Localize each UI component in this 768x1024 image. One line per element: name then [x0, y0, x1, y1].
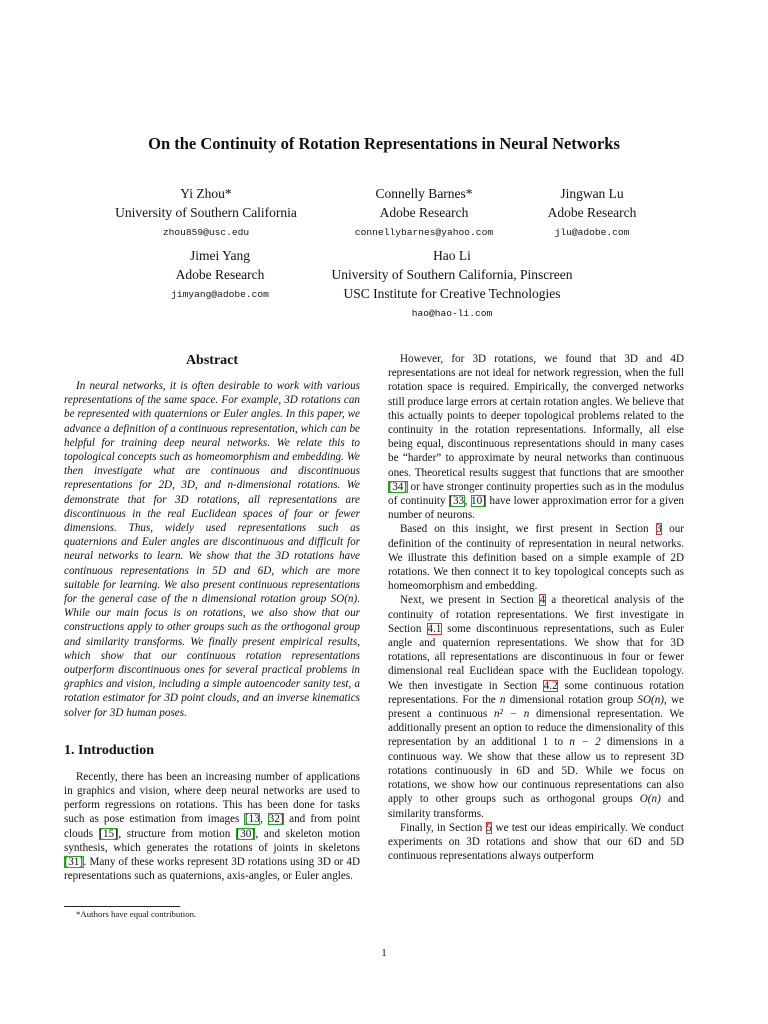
citation-link[interactable]: [34]: [388, 480, 408, 493]
section-reference-link[interactable]: 5: [486, 821, 492, 834]
author-block: [524, 184, 660, 243]
author-email[interactable]: jlu@adobe.com: [554, 227, 630, 238]
abstract-text: In neural networks, it is often desirable to work with various representations of the same space. For example, 3D rotations can be represented with quaternions or Euler angles. In this paper, we advance a definition of a continuous representation, which can be helpful for training deep neural networks. We relate this to topological concepts such as homeomorphism and embedding. We then investigate what are continuous and discontinuous representations for 2D, 3D, and n-dimensional rotations. We demonstrate that for 3D rotations, all representations are discontinuous in the real Euclidean spaces of four or fewer dimensions. Thus, widely used representations such as quaternions and Euler angles are discontinuous and difficult for neural networks to learn. We show that the 3D rotations have continuous representations in 5D and 6D, which are more suitable for learning. We also present continuous representations for the general case of the n dimensional rotation group SO(n). While our main focus is on rotations, we also show that our constructions apply to other groups such as the orthogonal group and similarity transforms. We finally present empirical results, which show that our continuous rotation representations outperform discontinuous ones for several practical problems in graphics and vision, including a simple autoencoder sanity test, a rotation estimator for 3D point clouds, and an inverse kinematics solver for 3D human poses.: [64, 380, 360, 719]
author-affiliation-secondary: USC Institute for Creative Technologies: [343, 286, 561, 301]
intro-paragraph: However, for 3D rotations, we found that 3D and 4D representations are not ideal for network regression, when the full rotation space is required. Empirically, the converged networks still produce large errors at certain rotation angles. We believe that this actually points to deeper topological problems related to the continuity in the rotation representations. Informally, all else being equal, discontinuous representations should in many cases be “harder” to approximate by neural networks than continuous ones. Theoretical results suggest that functions that are smoother [34] or have stronger continuity properties such as in the modulus of continuity [33, 10] have lower approximation error for a given number of neurons.: [388, 353, 684, 522]
author-email[interactable]: zhou859@usc.edu: [162, 227, 250, 238]
math-son: SO(n): [637, 693, 665, 706]
author-name: Jimei Yang: [189, 248, 250, 263]
section-reference-link[interactable]: 3: [656, 523, 662, 536]
section-reference-link[interactable]: 4.2: [543, 679, 558, 692]
math-n-squared-minus-n: n² − n: [493, 708, 530, 721]
intro-paragraph: Based on this insight, we first present in Section 3 our definition of the continuity of representation in neural networks. We illustrate this definition based on a simple example of 2D rotations. We then connect it to key topological concepts such as homeomorphism and embedding.: [388, 523, 685, 593]
author-affiliation: Adobe Research: [547, 205, 637, 220]
author-block: [334, 184, 514, 243]
citation-link[interactable]: 32]: [268, 813, 284, 826]
intro-paragraph: Next, we present in Section 4 a theoretical analysis of the continuity of rotation representations. We first investigate in Section 4.1 some discontinuous representations, such as Euler angle and quaternion representations. We show that for 3D rotations, all representations are discontinuous in four or fewer dimensional real Euclidean space with the Euclidean topology. We then investigate in Section 4.2 some continuous rotation representations. For the n dimensional rotation group SO(n), we present a continuous n² − n dimensional representation. We additionally present an option to reduce the dimensionality of this representation by an additional 1 to n − 2 dimensions in a continuous way. We show that these allow us to represent 3D rotations continuously in 6D and 5D. While we focus on rotations, we show how our continuous representations can also apply to other groups such as orthogonal groups O(n) and similarity transforms.: [388, 594, 685, 820]
citation-link[interactable]: [31]: [64, 856, 84, 869]
section-reference-link[interactable]: 4: [539, 594, 546, 607]
math-n: n: [499, 693, 506, 706]
author-name: Yi Zhou*: [180, 186, 232, 201]
math-son: SO(n): [330, 593, 358, 606]
citation-link[interactable]: [13: [244, 813, 260, 826]
author-affiliation: Adobe Research: [379, 205, 469, 220]
citation-link[interactable]: [33: [449, 495, 465, 508]
citation-link[interactable]: [30]: [236, 827, 255, 840]
page-number: 1: [381, 947, 387, 959]
author-block: [96, 184, 316, 243]
author-name: Jingwan Lu: [560, 186, 624, 201]
author-block: [140, 246, 300, 305]
author-affiliation: University of Southern California: [115, 205, 297, 220]
intro-paragraph: Recently, there has been an increasing number of applications in graphics and vision, where deep neural networks are used to perform regressions on rotations. This has been done for tasks such as pose estimation from images [13, 32] and from point clouds [15], structure from motion [30], and skeleton motion synthesis, which generates the rotations of joints in skeletons [31]. Many of these works represent 3D rotations using 3D or 4D representations such as quaternions, axis-angles, or Euler angles.: [64, 770, 360, 883]
paper-title: On the Continuity of Rotation Representations in Neural Networks: [148, 134, 620, 153]
author-affiliation: University of Southern California, Pinscreen: [331, 267, 573, 282]
abstract-heading: Abstract: [185, 353, 239, 368]
math-n: n: [192, 593, 198, 606]
left-column: [64, 352, 360, 884]
author-affiliation: Adobe Research: [175, 267, 265, 282]
section-heading-introduction: 1. Introduction: [64, 742, 154, 758]
math-on: O(n): [639, 793, 661, 806]
author-block: [304, 246, 600, 324]
math-n-minus-2: n − 2: [569, 736, 601, 749]
citation-link[interactable]: 10]: [471, 495, 486, 508]
intro-paragraph: Finally, in Section 5 we test our ideas empirically. We conduct experiments on 3D rotations and show that our 6D and 5D continuous representations always outperform: [388, 821, 684, 863]
author-email[interactable]: connellybarnes@yahoo.com: [354, 227, 494, 238]
right-column: [388, 352, 684, 863]
section-reference-link[interactable]: 4.1: [427, 622, 442, 635]
citation-link[interactable]: [15]: [99, 827, 118, 840]
author-name: Hao Li: [433, 248, 471, 263]
author-name: Connelly Barnes*: [375, 186, 473, 201]
footnote: *Authors have equal contribution.: [76, 909, 197, 919]
author-email[interactable]: hao@hao-li.com: [411, 308, 493, 319]
footnote-rule: [64, 906, 180, 907]
author-email[interactable]: jimyang@adobe.com: [171, 289, 269, 300]
